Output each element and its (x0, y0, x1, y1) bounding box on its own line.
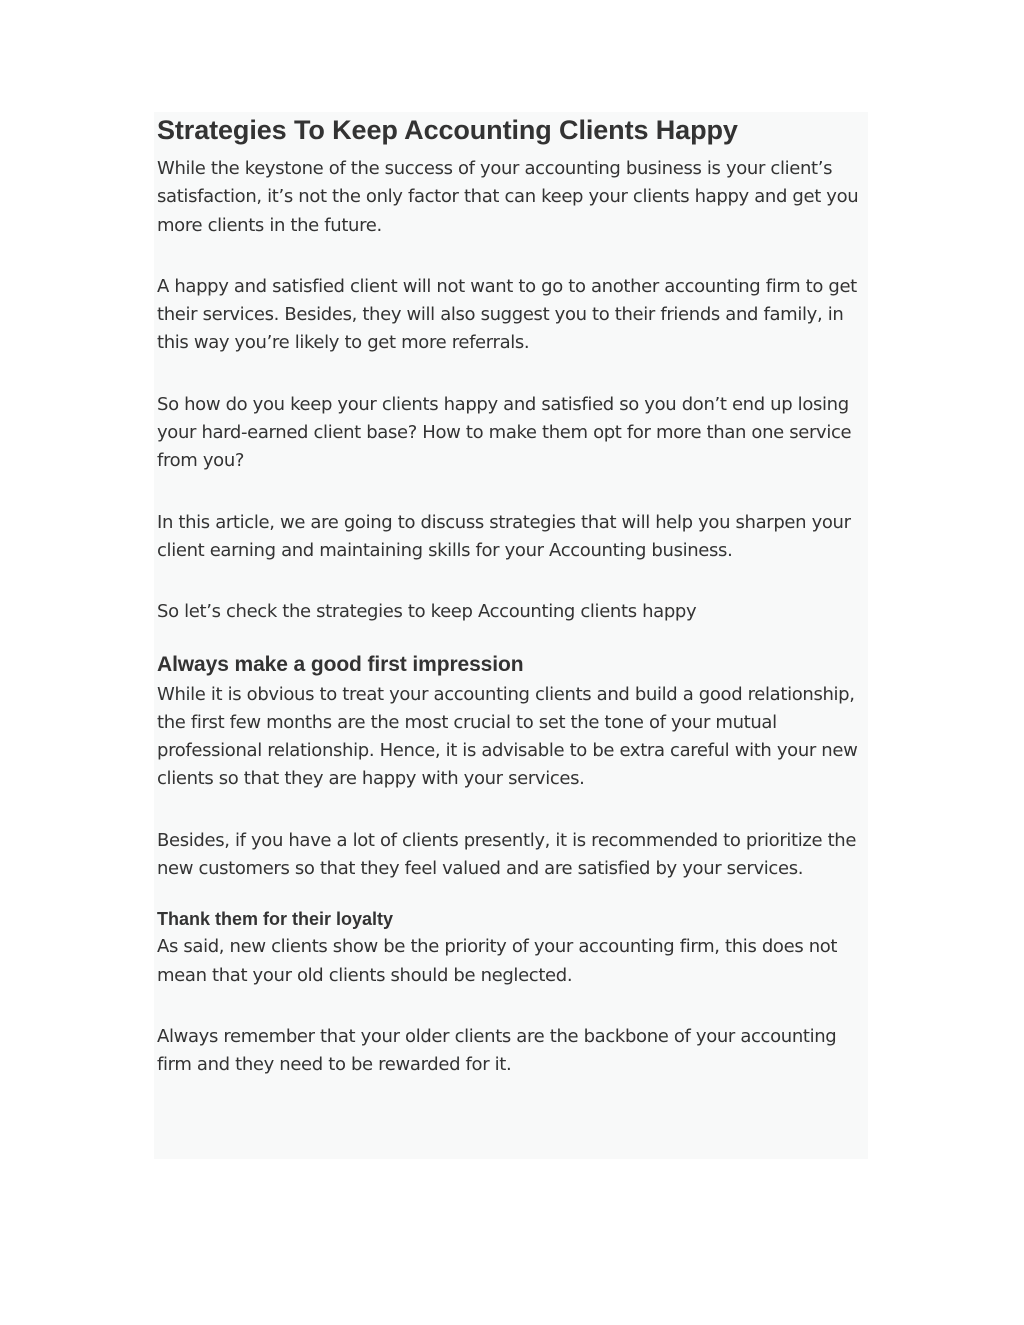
section-heading: Thank them for their loyalty (157, 909, 394, 930)
section-paragraph: Besides, if you have a lot of clients presently, it is recommended to prioritize the new customers so that they feel valued and are satisfied by your services. (157, 829, 857, 880)
article (157, 112, 869, 1080)
section-heading: Always make a good first impression (157, 652, 524, 676)
section-paragraph: Always remember that your older clients are the backbone of your accounting firm and they need to be rewarded for it. (157, 1025, 837, 1076)
article-title: Strategies To Keep Accounting Clients Happy (157, 115, 738, 145)
section-paragraph: While it is obvious to treat your accounting clients and build a good relationship, the first few months are the most crucial to set the tone of your mutual professional relationship. Hence, it is advisable to be extra careful with your new clients so that they are happy with your services. (157, 683, 858, 790)
intro-paragraph: A happy and satisfied client will not want to go to another accounting firm to get their services. Besides, they will also suggest you to their friends and family, in this way you’re likely to get more referrals. (157, 275, 857, 354)
section-paragraph: As said, new clients show be the priority of your accounting firm, this does not mean that your old clients should be neglected. (157, 936, 838, 986)
intro-paragraph: So how do you keep your clients happy and satisfied so you don’t end up losing your hard-earned client base? How to make them opt for more than one service from you? (157, 393, 852, 472)
section-thank-loyalty (157, 907, 869, 1079)
intro-paragraph: While the keystone of the success of your accounting business is your client’s satisfaction, it’s not the only factor that can keep your clients happy and get you more clients in the future. (157, 158, 859, 236)
intro-paragraph: In this article, we are going to discuss strategies that will help you sharpen your client earning and maintaining skills for your Accounting business. (157, 511, 851, 561)
section-first-impression (157, 651, 869, 884)
intro-paragraph: So let’s check the strategies to keep Accounting clients happy (157, 601, 697, 623)
